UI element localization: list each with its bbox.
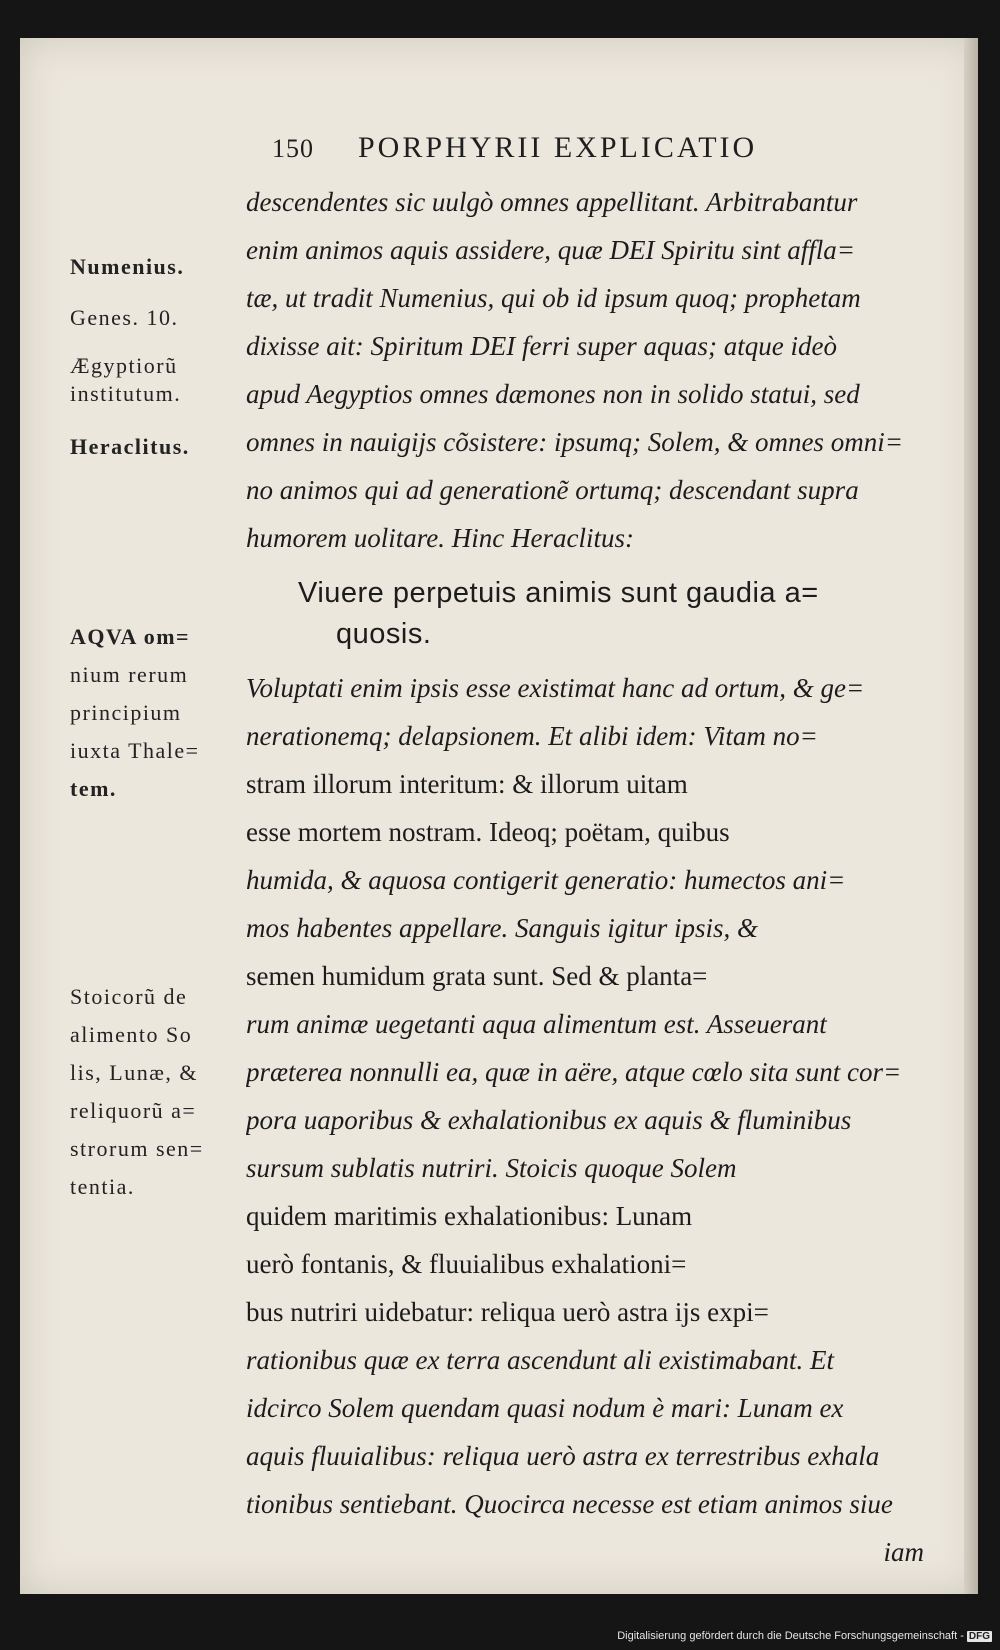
text-line: stram illorum interitum: & illorum uitam xyxy=(246,769,688,799)
text-line: enim animos aquis assidere, quæ DEI Spiritu sint affla= xyxy=(246,235,855,265)
main-text xyxy=(246,178,946,1576)
text-line: humida, & aquosa contigerit generatio: humectos ani= xyxy=(246,865,846,895)
running-title: PORPHYRII EXPLICATIO xyxy=(358,131,758,164)
margin-note-stoicorum: Stoicorũ de alimento So lis, Lunæ, & reliquorũ a= strorum sen= tentia. xyxy=(70,984,204,1199)
running-header xyxy=(272,131,892,175)
text-line: semen humidum grata sunt. Sed & planta= xyxy=(246,961,708,991)
text-line: quidem maritimis exhalationibus: Lunam xyxy=(246,1201,693,1231)
dfg-logo: DFG xyxy=(968,1630,990,1642)
text-line: mos habentes appellare. Sanguis igitur ipsis, & xyxy=(246,913,758,943)
page-number: 150 xyxy=(272,134,314,163)
text-line: bus nutriri uidebatur: reliqua uerò astra ijs expi= xyxy=(246,1297,769,1327)
text-line: humorem uolitare. Hinc Heraclitus: xyxy=(246,523,634,553)
text-line: idcirco Solem quendam quasi nodum è mari: Lunam ex xyxy=(246,1393,844,1423)
digitization-credit xyxy=(617,1630,992,1642)
text-line: præterea nonnulli ea, quæ in aëre, atque cœlo sita sunt cor= xyxy=(246,1057,902,1087)
text-line: Voluptati enim ipsis esse existimat hanc ad ortum, & ge= xyxy=(246,673,865,703)
text-line: aquis fluuialibus: reliqua uerò astra ex terrestribus exhala xyxy=(246,1441,880,1471)
text-line: descendentes sic uulgò omnes appellitant. Arbitrabantur xyxy=(246,187,858,217)
margin-note-institutum: institutum. xyxy=(70,381,182,406)
credit-text: Digitalisierung gefördert durch die Deutsche Forschungsgemeinschaft - xyxy=(617,1630,964,1642)
text-line: tæ, ut tradit Numenius, qui ob id ipsum quoq; prophetam xyxy=(246,283,861,313)
text-line: no animos qui ad generationẽ ortumq; descendant supra xyxy=(246,475,859,505)
page-gutter xyxy=(964,38,978,1594)
margin-note-aegyptiorum: Ægyptiorũ xyxy=(70,353,178,378)
text-line: nerationemq; delapsionem. Et alibi idem: Vitam no= xyxy=(246,721,818,751)
text-line: tionibus sentiebant. Quocirca necesse est etiam animos siue xyxy=(246,1489,893,1519)
text-line: omnes in nauigijs cõsistere: ipsumq; Solem, & omnes omni= xyxy=(246,427,903,457)
text-line: uerò fontanis, & fluuialibus exhalationi= xyxy=(246,1249,687,1279)
text-line: rum animæ uegetanti aqua alimentum est. Asseuerant xyxy=(246,1009,827,1039)
margin-note-heraclitus: Heraclitus. xyxy=(70,434,190,459)
text-line: rationibus quæ ex terra ascendunt ali existimabant. Et xyxy=(246,1345,834,1375)
text-line: sursum sublatis nutriri. Stoicis quoque Solem xyxy=(246,1153,737,1183)
text-line: dixisse ait: Spiritum DEI ferri super aquas; atque ideò xyxy=(246,331,837,361)
margin-note-genesis: Genes. 10. xyxy=(70,305,179,330)
catchword: iam xyxy=(883,1537,924,1567)
margin-note-numenius: Numenius. xyxy=(70,254,185,279)
text-line: apud Aegyptios omnes dæmones non in solido statui, sed xyxy=(246,379,860,409)
text-line: pora uaporibus & exhalationibus ex aquis & fluminibus xyxy=(246,1105,852,1135)
margin-note-aqua: AQVA om= nium rerum principium iuxta Thale= tem. xyxy=(70,624,200,801)
verse-quote-line-1: Viuere perpetuis animis sunt gaudia a= xyxy=(298,577,819,609)
verse-quote-line-2: quosis. xyxy=(336,618,432,650)
text-line: esse mortem nostram. Ideoq; poëtam, quibus xyxy=(246,817,730,847)
